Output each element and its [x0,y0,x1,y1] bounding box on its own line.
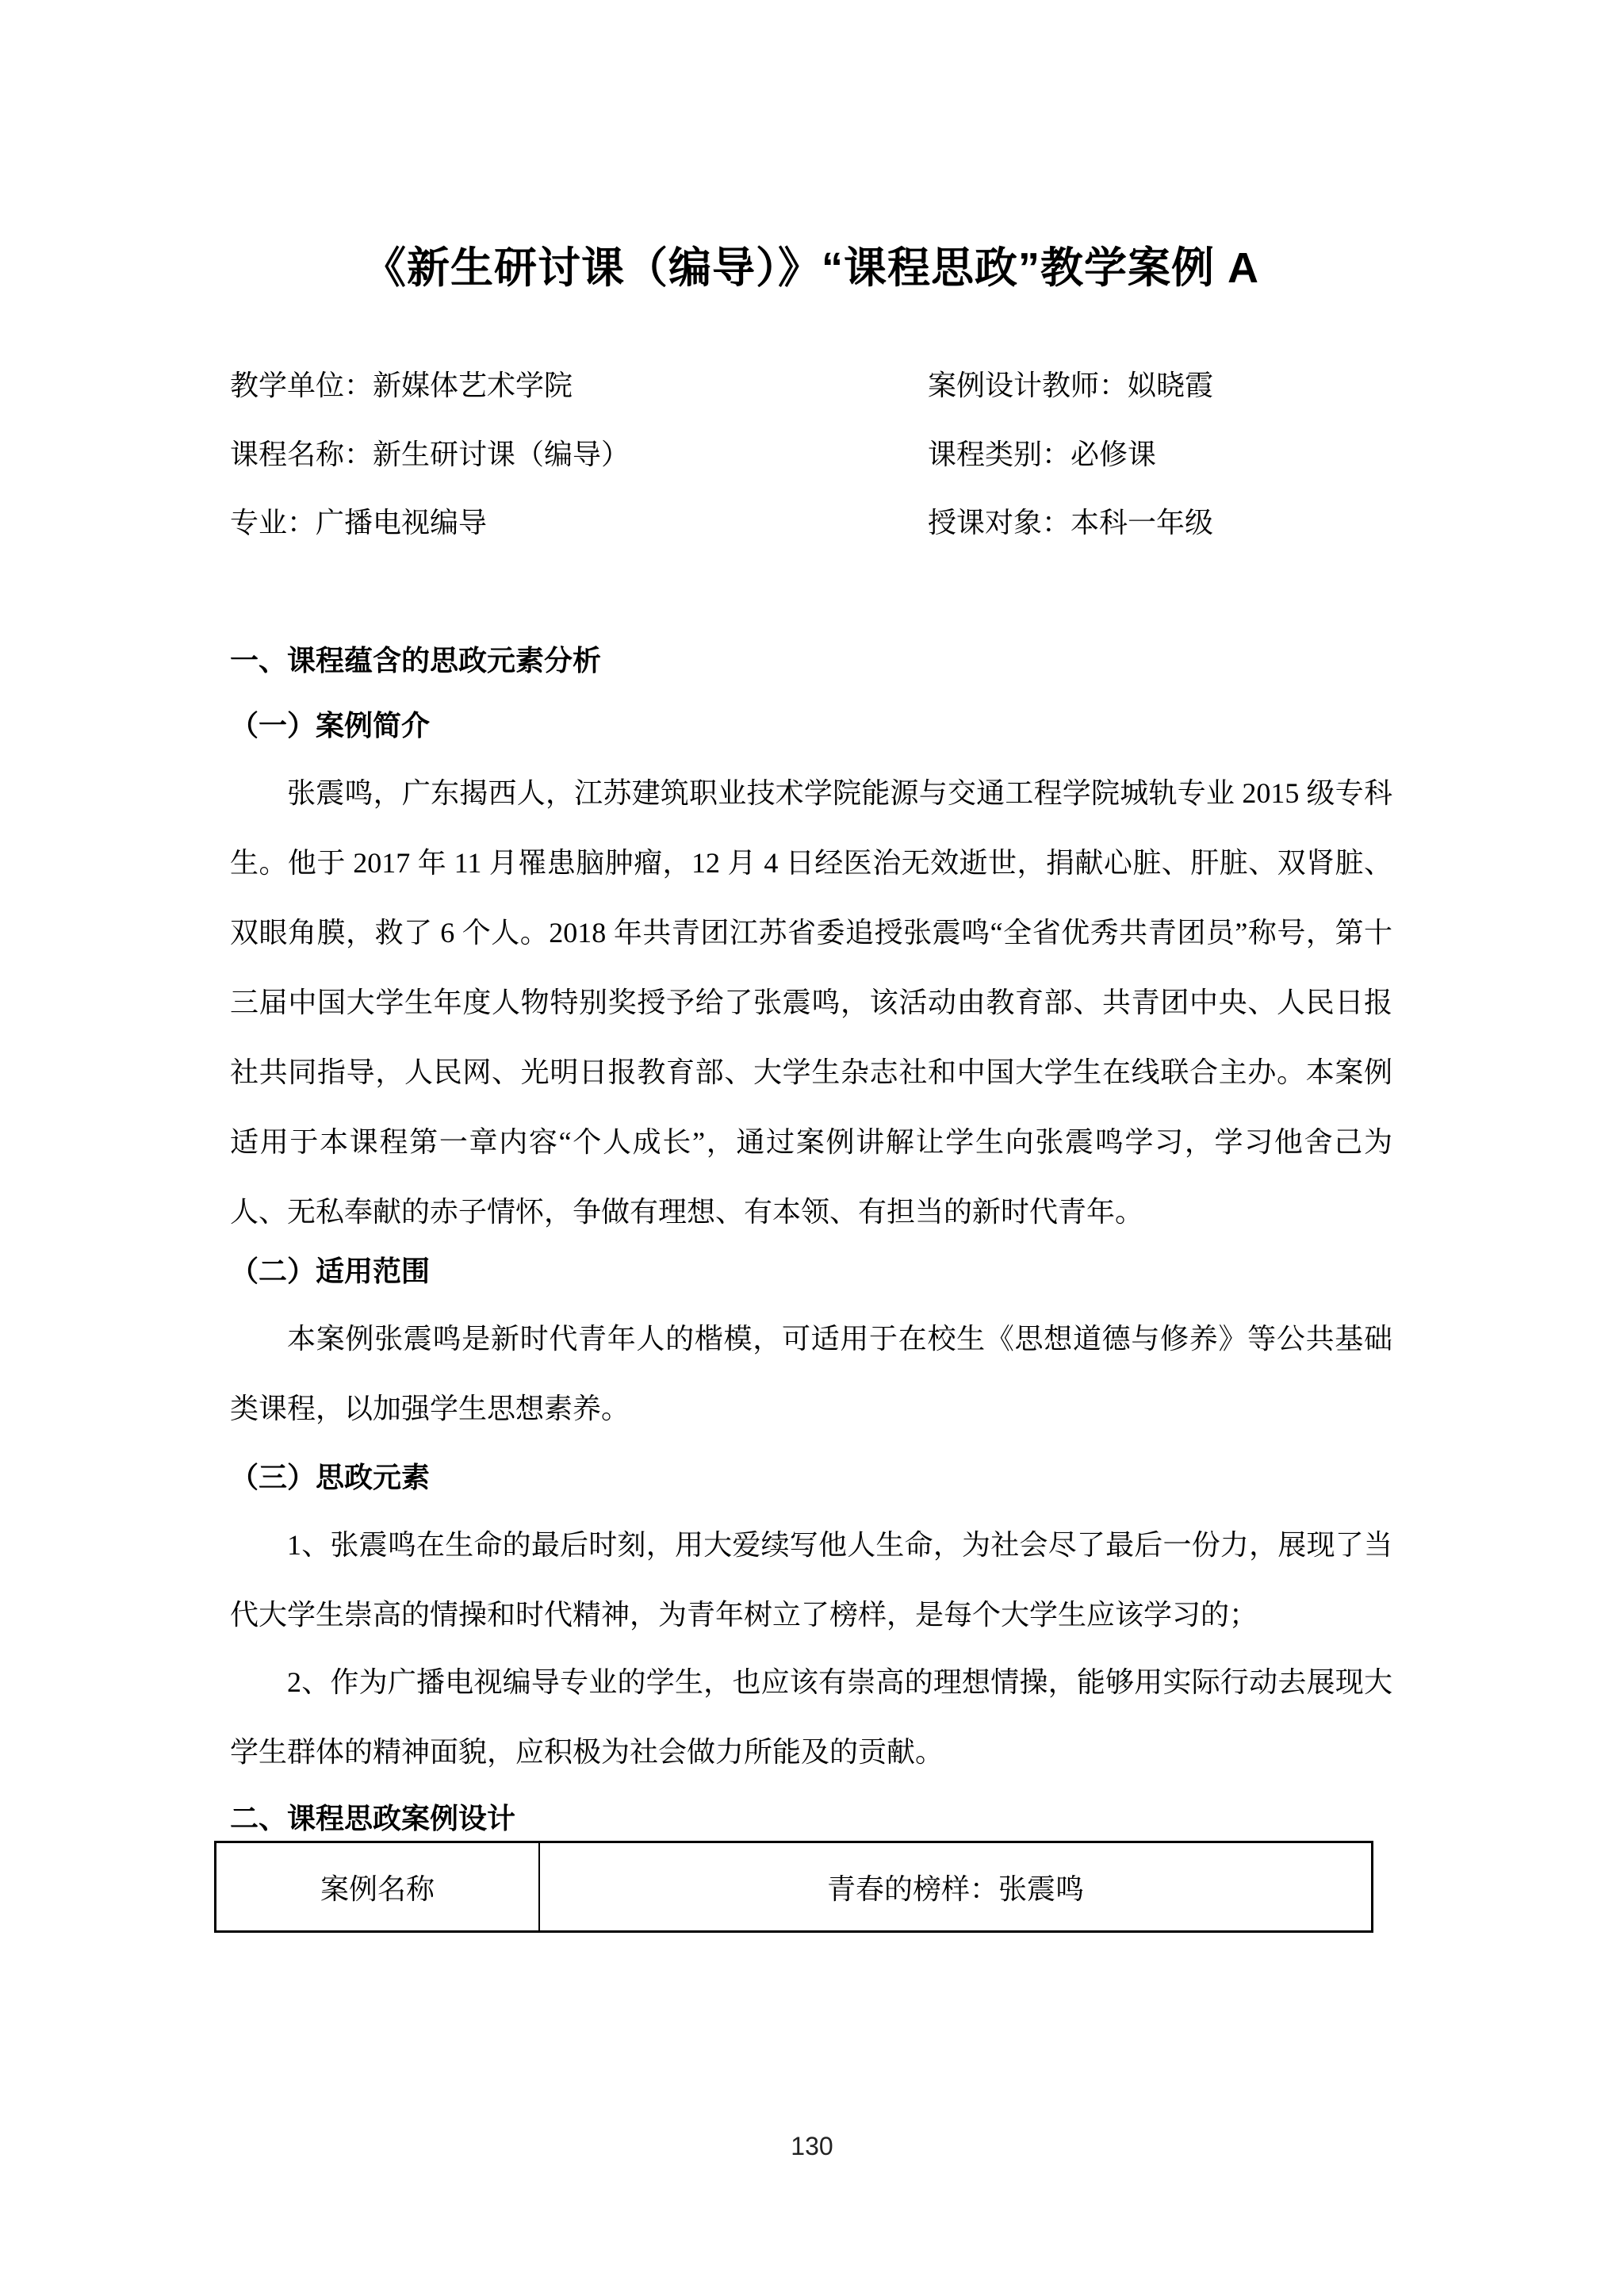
teaching-unit-field: 教学单位：新媒体艺术学院 [230,370,573,401]
course-info-row [230,437,1392,472]
major-field: 专业：广播电视编导 [230,507,488,539]
case-designer-field: 案例设计教师：姒晓霞 [928,370,1214,401]
case-design-table [214,1841,1373,1933]
document-title: 《新生研讨课（编导）》“课程思政”教学案例 A [363,244,1259,293]
subsection-case-intro-heading: （一）案例简介 [230,710,431,742]
course-info-row [230,505,1392,540]
section-1-heading: 一、课程蕴含的思政元素分析 [230,645,602,677]
case-intro-paragraph: 张震鸣，广东揭西人，江苏建筑职业技术学院能源与交通工程学院城轨专业 2015 级专科生。他于 2017 年 11 月罹患脑肿瘤，12 月 4 日经医治无效逝世，捐献心脏、肝脏、双肾脏、双眼角膜，救了 6 个人。2018 年共青团江苏省委追授张震鸣“全省优秀共青团员”称号，第十三届中国大学生年度人物特别奖授予给了张震鸣，该活动由教育部、共青团中央、人民日报社共同指导，人民网、光明日报教育部、大学生杂志社和中国大学生在线联合主办。本案例适用于本课程第一章内容“个人成长”，通过案例讲解让学生向张震鸣学习，学习他舍己为人、无私奉献的赤子情怀，争做有理想、有本领、有担当的新时代青年。 [230,777,1392,1228]
case-name-header-cell: 案例名称 [216,1843,540,1930]
course-category-field: 课程类别：必修课 [928,439,1157,470]
scope-paragraph: 本案例张震鸣是新时代青年人的楷模，可适用于在校生《思想道德与修养》等公共基础类课程，以加强学生思想素养。 [230,1323,1392,1424]
case-name-value-cell: 青春的榜样：张震鸣 [826,1872,1084,1905]
ideology-element-item: 1、张震鸣在生命的最后时刻，用大爱续写他人生命，为社会尽了最后一份力，展现了当代大学生崇高的情操和时代精神，为青年树立了榜样，是每个大学生应该学习的； [230,1529,1392,1631]
audience-field: 授课对象：本科一年级 [928,507,1214,539]
subsection-scope-heading: （二）适用范围 [230,1255,431,1287]
ideology-element-item: 2、作为广播电视编导专业的学生，也应该有崇高的理想情操，能够用实际行动去展现大学生群体的精神面貌，应积极为社会做力所能及的贡献。 [230,1666,1392,1768]
page-number: 130 [791,2132,833,2160]
section-2-heading: 二、课程思政案例设计 [230,1803,516,1834]
table-row [216,1843,1371,1930]
course-info-row [230,368,1392,403]
subsection-elements-heading: （三）思政元素 [230,1462,431,1493]
course-name-field: 课程名称：新生研讨课（编导） [230,439,630,470]
